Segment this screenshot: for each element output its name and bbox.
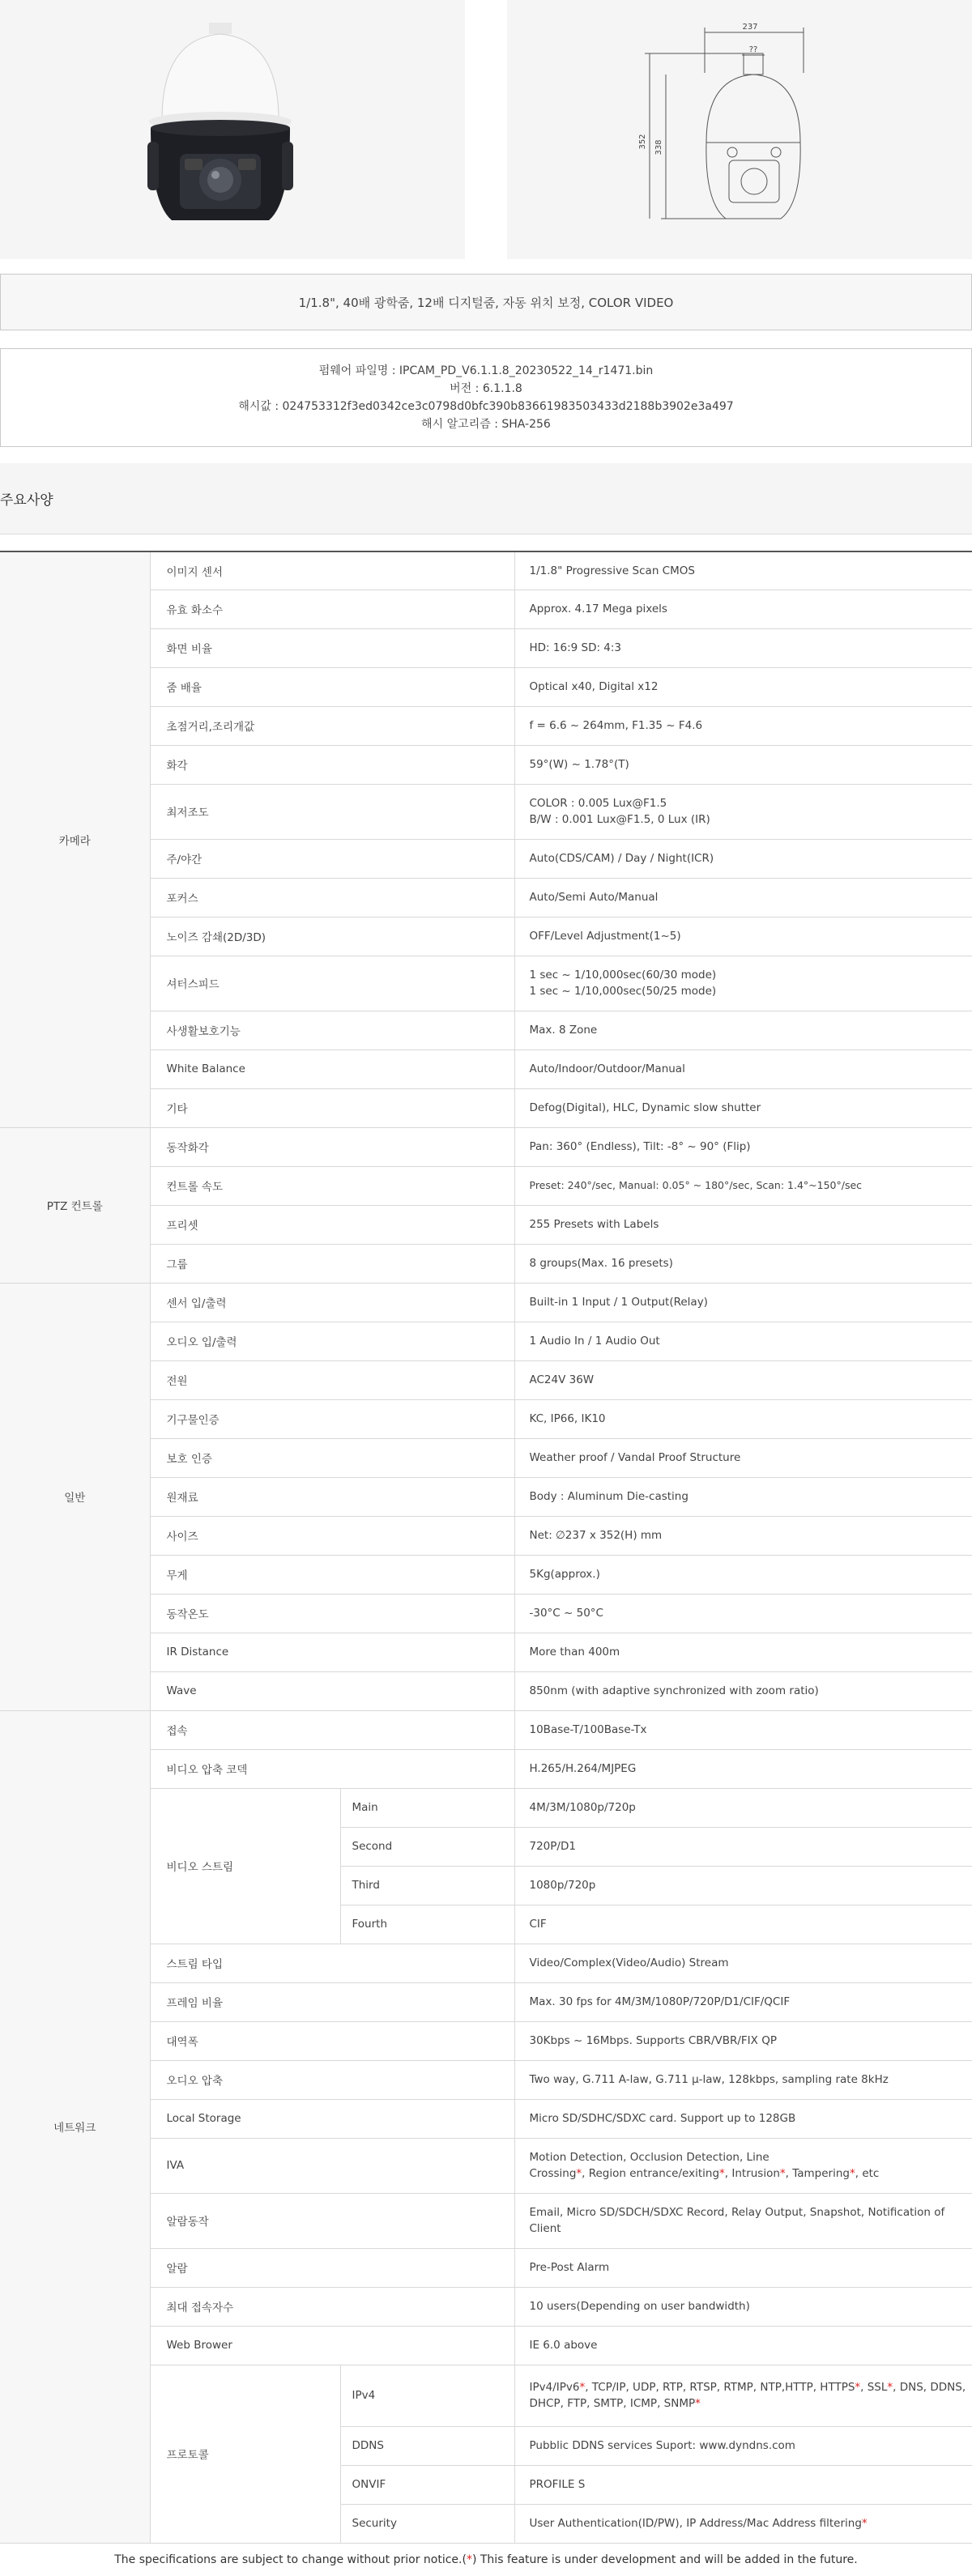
table-row bbox=[0, 1283, 972, 1322]
firmware-version: 버전 : 6.1.1.8 bbox=[450, 380, 522, 398]
spec-item: IVA bbox=[150, 2138, 514, 2193]
spec-subitem: DDNS bbox=[340, 2426, 514, 2465]
spec-item: 동작화각 bbox=[150, 1127, 514, 1166]
spec-subitem: IPv4 bbox=[340, 2365, 514, 2426]
spec-item: 셔터스피드 bbox=[150, 956, 514, 1011]
spec-item: 비디오 스트림 bbox=[150, 1788, 340, 1944]
spec-value: OFF/Level Adjustment(1~5) bbox=[514, 917, 972, 956]
spec-value: Max. 30 fps for 4M/3M/1080P/720P/D1/CIF/QCIF bbox=[514, 1982, 972, 2021]
spec-item: 스트림 타입 bbox=[150, 1944, 514, 1982]
spec-value: 10 users(Depending on user bandwidth) bbox=[514, 2287, 972, 2326]
spec-value: Net: ∅237 x 352(H) mm bbox=[514, 1516, 972, 1555]
spec-value bbox=[514, 2193, 972, 2248]
spec-value bbox=[514, 2365, 972, 2426]
spec-value: 1/1.8" Progressive Scan CMOS bbox=[514, 551, 972, 590]
spec-value: Video/Complex(Video/Audio) Stream bbox=[514, 1944, 972, 1982]
spec-value: 10Base-T/100Base-Tx bbox=[514, 1710, 972, 1749]
spec-value-line: Motion Detection, Occlusion Detection, Line bbox=[530, 2149, 972, 2165]
spec-subitem: Third bbox=[340, 1866, 514, 1905]
category-network: 네트워크 bbox=[0, 1710, 150, 2543]
spec-value: IE 6.0 above bbox=[514, 2326, 972, 2365]
spec-value: H.265/H.264/MJPEG bbox=[514, 1749, 972, 1788]
spec-item: 최저조도 bbox=[150, 784, 514, 839]
spec-value: Approx. 4.17 Mega pixels bbox=[514, 590, 972, 628]
spec-item: 전원 bbox=[150, 1360, 514, 1399]
spec-item: 화면 비율 bbox=[150, 628, 514, 667]
spec-item: 프리셋 bbox=[150, 1205, 514, 1244]
summary-text: 1/1.8", 40배 광학줌, 12배 디지털줌, 자동 위치 보정, COLOR VIDEO bbox=[299, 294, 674, 311]
spec-item: Local Storage bbox=[150, 2099, 514, 2138]
spec-value: 8 groups(Max. 16 presets) bbox=[514, 1244, 972, 1283]
spec-value: Pan: 360° (Endless), Tilt: -8° ~ 90° (Flip) bbox=[514, 1127, 972, 1166]
camera-dimension-drawing bbox=[507, 0, 972, 259]
spec-value: Auto/Indoor/Outdoor/Manual bbox=[514, 1050, 972, 1088]
firmware-file: 펌웨어 파일명 : IPCAM_PD_V6.1.1.8_20230522_14_r1471.bin bbox=[319, 362, 654, 380]
spec-value: Auto/Semi Auto/Manual bbox=[514, 878, 972, 917]
spec-item: 이미지 센서 bbox=[150, 551, 514, 590]
spec-value-line: DHCP, FTP, SMTP, ICMP, SNMP* bbox=[530, 2395, 972, 2412]
spec-value bbox=[514, 2138, 972, 2193]
spec-value: Micro SD/SDHC/SDXC card. Support up to 128GB bbox=[514, 2099, 972, 2138]
firmware-algorithm: 해시 알고리즘 : SHA-256 bbox=[421, 415, 551, 433]
height-outer-label: 352 bbox=[638, 134, 647, 149]
spec-item: 오디오 압축 bbox=[150, 2060, 514, 2099]
section-header bbox=[0, 463, 972, 534]
spec-table bbox=[0, 551, 972, 2544]
spec-value: Body : Aluminum Die-casting bbox=[514, 1477, 972, 1516]
spec-value: KC, IP66, IK10 bbox=[514, 1399, 972, 1438]
spec-value-line: 1 sec ~ 1/10,000sec(60/30 mode) bbox=[530, 967, 972, 983]
spec-value: AC24V 36W bbox=[514, 1360, 972, 1399]
spec-item: 줌 배율 bbox=[150, 667, 514, 706]
spec-value: 255 Presets with Labels bbox=[514, 1205, 972, 1244]
section-title: 주요사양 bbox=[0, 488, 53, 509]
spec-item: 알람 bbox=[150, 2248, 514, 2287]
spec-value-line: Client bbox=[530, 2220, 972, 2237]
spec-value: 1080p/720p bbox=[514, 1866, 972, 1905]
spec-subitem: ONVIF bbox=[340, 2465, 514, 2504]
spec-value-line: B/W : 0.001 Lux@F1.5, 0 Lux (IR) bbox=[530, 811, 972, 828]
spec-item: 주/야간 bbox=[150, 839, 514, 878]
spec-value: f = 6.6 ~ 264mm, F1.35 ~ F4.6 bbox=[514, 706, 972, 745]
spec-value: Auto(CDS/CAM) / Day / Night(ICR) bbox=[514, 839, 972, 878]
spec-item: 기타 bbox=[150, 1088, 514, 1127]
spec-value: Defog(Digital), HLC, Dynamic slow shutter bbox=[514, 1088, 972, 1127]
spec-item: 무게 bbox=[150, 1555, 514, 1594]
spec-item: 포커스 bbox=[150, 878, 514, 917]
spec-item: 초점거리,조리개값 bbox=[150, 706, 514, 745]
spec-item: 대역폭 bbox=[150, 2021, 514, 2060]
spec-value-line: Crossing*, Region entrance/exiting*, Intrusion*, Tampering*, etc bbox=[530, 2165, 972, 2182]
spec-item: 화각 bbox=[150, 745, 514, 784]
spec-value bbox=[514, 956, 972, 1011]
top-label: ?? bbox=[749, 45, 758, 54]
spec-value: -30°C ~ 50°C bbox=[514, 1594, 972, 1633]
spec-item: 알람동작 bbox=[150, 2193, 514, 2248]
firmware-box bbox=[0, 348, 972, 447]
spec-value: More than 400m bbox=[514, 1633, 972, 1671]
spec-value: Preset: 240°/sec, Manual: 0.05° ~ 180°/sec, Scan: 1.4°~150°/sec bbox=[514, 1166, 972, 1205]
table-row bbox=[0, 551, 972, 590]
spec-value: User Authentication(ID/PW), IP Address/Mac Address filtering* bbox=[514, 2504, 972, 2543]
spec-item: 노이즈 감쇄(2D/3D) bbox=[150, 917, 514, 956]
spec-value: Pubblic DDNS services Suport: www.dyndns.com bbox=[514, 2426, 972, 2465]
spec-item: IR Distance bbox=[150, 1633, 514, 1671]
spec-item: 원재료 bbox=[150, 1477, 514, 1516]
firmware-hash: 해시값 : 024753312f3ed0342ce3c0798d0bfc390b83661983503433d2188b3902e3a497 bbox=[238, 398, 733, 415]
spec-value-line: IPv4/IPv6*, TCP/IP, UDP, RTP, RTSP, RTMP, NTP,HTTP, HTTPS*, SSL*, DNS, DDNS, bbox=[530, 2379, 972, 2395]
category-ptz: PTZ 컨트롤 bbox=[0, 1127, 150, 1283]
spec-subitem: Fourth bbox=[340, 1905, 514, 1944]
spec-value: Optical x40, Digital x12 bbox=[514, 667, 972, 706]
spec-value: Pre-Post Alarm bbox=[514, 2248, 972, 2287]
spec-item: 컨트롤 속도 bbox=[150, 1166, 514, 1205]
spec-value: 4M/3M/1080p/720p bbox=[514, 1788, 972, 1827]
spec-value-line: 1 sec ~ 1/10,000sec(50/25 mode) bbox=[530, 983, 972, 999]
spec-value: 720P/D1 bbox=[514, 1827, 972, 1866]
spec-value-line: Email, Micro SD/SDCH/SDXC Record, Relay Output, Snapshot, Notification of bbox=[530, 2204, 972, 2220]
spec-value: Built-in 1 Input / 1 Output(Relay) bbox=[514, 1283, 972, 1322]
height-inner-label: 338 bbox=[654, 139, 663, 155]
width-label: 237 bbox=[742, 23, 757, 32]
spec-item: 유효 화소수 bbox=[150, 590, 514, 628]
spec-item: 오디오 입/출력 bbox=[150, 1322, 514, 1360]
spec-item: 프로토콜 bbox=[150, 2365, 340, 2543]
spec-value: 59°(W) ~ 1.78°(T) bbox=[514, 745, 972, 784]
spec-value bbox=[514, 784, 972, 839]
spec-value: 850nm (with adaptive synchronized with zoom ratio) bbox=[514, 1671, 972, 1710]
footer-note: The specifications are subject to change without prior notice.( * ) This feature is under development and will be added in the future. bbox=[0, 2544, 972, 2576]
spec-item: White Balance bbox=[150, 1050, 514, 1088]
spec-item: Wave bbox=[150, 1671, 514, 1710]
camera-photo bbox=[0, 0, 465, 259]
spec-value: 5Kg(approx.) bbox=[514, 1555, 972, 1594]
spec-value: Max. 8 Zone bbox=[514, 1011, 972, 1050]
spec-subitem: Main bbox=[340, 1788, 514, 1827]
spec-item: 비디오 압축 코덱 bbox=[150, 1749, 514, 1788]
spec-value: 1 Audio In / 1 Audio Out bbox=[514, 1322, 972, 1360]
spec-item: 프레임 비율 bbox=[150, 1982, 514, 2021]
spec-value-line: COLOR : 0.005 Lux@F1.5 bbox=[530, 795, 972, 811]
table-row bbox=[0, 1710, 972, 1749]
spec-value: 30Kbps ~ 16Mbps. Supports CBR/VBR/FIX QP bbox=[514, 2021, 972, 2060]
spec-item: 보호 인증 bbox=[150, 1438, 514, 1477]
spec-item: 접속 bbox=[150, 1710, 514, 1749]
spec-item: 동작온도 bbox=[150, 1594, 514, 1633]
spec-value: Weather proof / Vandal Proof Structure bbox=[514, 1438, 972, 1477]
spec-value: CIF bbox=[514, 1905, 972, 1944]
spec-item: 사이즈 bbox=[150, 1516, 514, 1555]
category-camera: 카메라 bbox=[0, 551, 150, 1127]
spec-value: PROFILE S bbox=[514, 2465, 972, 2504]
category-general: 일반 bbox=[0, 1283, 150, 1710]
spec-item: 사생활보호기능 bbox=[150, 1011, 514, 1050]
spec-subitem: Security bbox=[340, 2504, 514, 2543]
spec-item: 기구물인증 bbox=[150, 1399, 514, 1438]
spec-item: 최대 접속자수 bbox=[150, 2287, 514, 2326]
spec-value: HD: 16:9 SD: 4:3 bbox=[514, 628, 972, 667]
spec-item: 그룹 bbox=[150, 1244, 514, 1283]
product-images bbox=[0, 0, 972, 259]
spec-value: Two way, G.711 A-law, G.711 μ-law, 128kbps, sampling rate 8kHz bbox=[514, 2060, 972, 2099]
table-row bbox=[0, 1127, 972, 1166]
summary-box bbox=[0, 274, 972, 330]
spec-item: 센서 입/출력 bbox=[150, 1283, 514, 1322]
spec-subitem: Second bbox=[340, 1827, 514, 1866]
spec-item: Web Brower bbox=[150, 2326, 514, 2365]
